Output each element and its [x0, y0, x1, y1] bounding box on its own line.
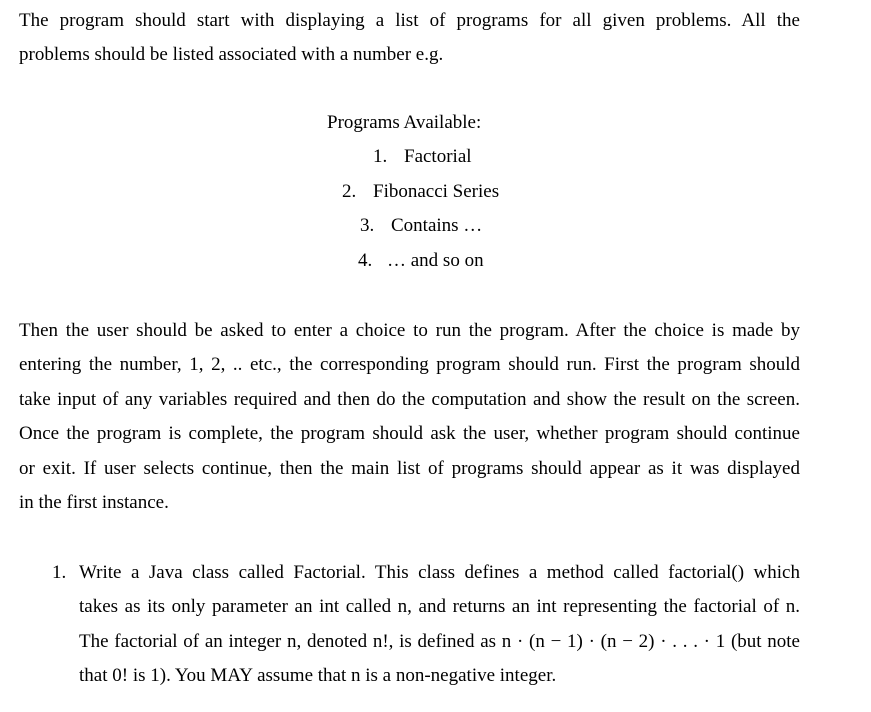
intro-paragraph: [19, 4, 800, 73]
intro-line: problems should be listed associated with a number e.g.: [19, 44, 444, 66]
question-line: that 0! is 1). You MAY assume that n is a non-negative integer.: [79, 665, 557, 687]
instructions-line: Then the user should be asked to enter a choice to run the program. After the choice is made by: [19, 320, 800, 341]
menu-option-fibonacci: [342, 175, 499, 209]
menu-option-number: 3.: [360, 215, 375, 236]
menu-title: Programs Available:: [327, 112, 482, 133]
menu-option-contains: [360, 209, 482, 243]
menu-option-factorial: [373, 140, 472, 174]
menu-option-label: … and so on: [387, 250, 484, 271]
question-line: The factorial of an integer n, denoted n!, is defined as n · (n − 1) · (n − 2) · . . . · 1 (but note: [79, 630, 800, 652]
question-number: 1.: [52, 562, 67, 583]
question-line: Write a Java class called Factorial. This class defines a method called factorial() which: [79, 562, 800, 583]
menu-option-label: Contains …: [391, 215, 483, 236]
menu-option-number: 2.: [342, 181, 357, 202]
menu-option-label: Fibonacci Series: [373, 181, 500, 202]
menu-option-number: 1.: [373, 146, 388, 167]
question-text: [79, 556, 800, 694]
question-line: takes as its only parameter an int called n, and returns an int representing the factorial of n.: [79, 596, 800, 618]
instructions-line: take input of any variables required and then do the computation and show the result on the screen.: [19, 388, 800, 410]
menu-option-number: 4.: [358, 250, 373, 271]
instructions-paragraph: [19, 314, 800, 520]
instructions-line: in the first instance.: [19, 492, 169, 514]
instructions-line: entering the number, 1, 2, .. etc., the corresponding program should run. First the program should: [19, 354, 800, 376]
intro-line: The program should start with displaying a list of programs for all given problems. All the: [19, 10, 800, 31]
instructions-line: or exit. If user selects continue, then the main list of programs should appear as it was displayed: [19, 457, 800, 479]
menu-option-label: Factorial: [404, 146, 472, 167]
menu-option-and-so-on: [358, 244, 484, 278]
instructions-line: Once the program is complete, the program should ask the user, whether program should continue: [19, 423, 800, 445]
